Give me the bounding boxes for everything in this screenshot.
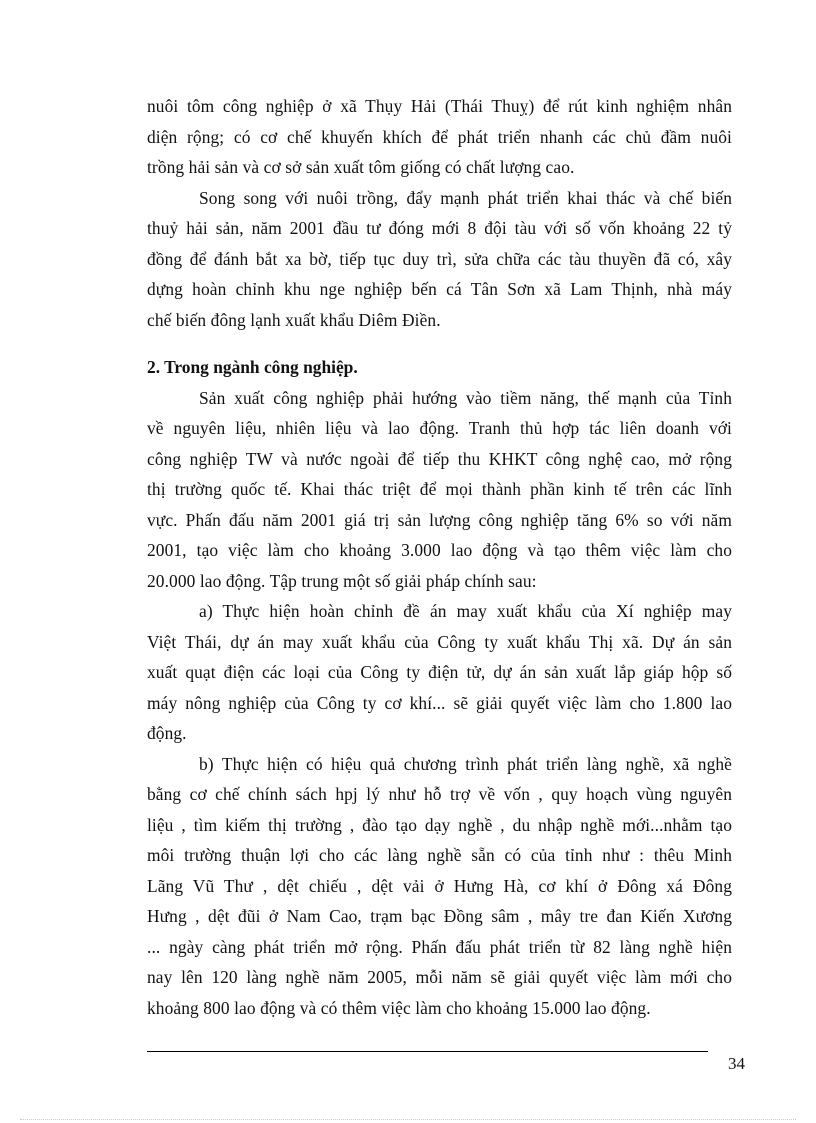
text-line: máy nông nghiệp của Công ty cơ khí... sẽ giải quyết việc làm cho 1.800 lao [147,692,732,713]
text-line: bằng cơ chế chính sách hpj lý như hỗ trợ về vốn , quy hoạch vùng nguyên [147,784,732,804]
text-line: Sản xuất công nghiệp phải hướng vào tiềm năng, thế mạnh của Tỉnh [199,387,732,408]
text-line: đồng để đánh bắt xa bờ, tiếp tục duy trì, sửa chữa các tàu thuyền đã có, xây [147,248,732,269]
text-line: thị trường quốc tế. Khai thác triệt để mọi thành phần kinh tế trên các lĩnh [147,479,732,499]
text-line: thuỷ hải sản, năm 2001 đầu tư đóng mới 8 đội tàu với số vốn khoảng 22 tỷ [147,218,732,238]
text-line: Song song với nuôi trồng, đẩy mạnh phát triển khai thác và chế biến [199,187,732,208]
text-line: Lãng Vũ Thư , dệt chiếu , dệt vải ở Hưng Hà, cơ khí ở Đông xá Đông [147,875,732,896]
text-line: động. [147,723,187,743]
intro-section [147,91,732,335]
text-line: dựng hoàn chỉnh khu nge nghiệp bến cá Tân Sơn xã Lam Thịnh, nhà máy [147,279,732,299]
text-line: nay lên 120 làng nghề năm 2005, mỗi năm sẽ giải quyết việc làm mới cho [147,967,732,987]
text-line: 2001, tạo việc làm cho khoảng 3.000 lao động và tạo thêm việc làm cho [147,540,732,560]
text-line: diện rộng; có cơ chế khuyến khích để phát triển nhanh các chủ đầm nuôi [147,126,732,147]
page-number: 34 [728,1054,745,1073]
paragraph [147,91,732,183]
text-line: khoảng 800 lao động và có thêm việc làm cho khoảng 15.000 lao động. [147,997,651,1018]
text-line: ... ngày càng phát triển mở rộng. Phấn đấu phát triển từ 82 làng nghề hiện [147,936,732,957]
section-gap [147,335,732,352]
text-line: về nguyên liệu, nhiên liệu và lao động. Tranh thủ hợp tác liên doanh với [147,418,732,438]
document-page [147,91,732,1023]
text-line: công nghiệp TW và nước ngoài để tiếp thu KHKT công nghệ cao, mở rộng [147,448,732,469]
text-line: Việt Thái, dự án may xuất khẩu của Công ty xuất khẩu Thị xã. Dự án sản [147,631,732,652]
paragraph [147,183,732,336]
text-line: b) Thực hiện có hiệu quả chương trình phát triển làng nghề, xã nghề [199,753,732,774]
text-line: 20.000 lao động. Tập trung một số giải pháp chính sau: [147,570,537,591]
paragraph [147,749,732,1024]
text-line: a) Thực hiện hoàn chỉnh đề án may xuất khẩu của Xí nghiệp may [199,601,732,621]
section-heading: 2. Trong ngành công nghiệp. [147,357,358,377]
text-line: xuất quạt điện các loại của Công ty điện tử, dự án sản xuất lắp giáp hộp số [147,662,732,682]
paragraph [147,383,732,597]
text-line: Hưng , dệt đũi ở Nam Cao, trạm bạc Đồng sâm , mây tre đan Kiến Xương [147,906,732,926]
page-edge-divider [20,1119,796,1120]
text-line: vực. Phấn đấu năm 2001 giá trị sản lượng công nghiệp tăng 6% so với năm [147,509,732,530]
text-line: môi trường thuận lợi cho các làng nghề sẵn có của tỉnh như : thêu Minh [147,845,732,865]
text-line: chế biến đông lạnh xuất khẩu Diêm Điền. [147,309,441,330]
footer-rule [147,1051,708,1052]
text-line: liệu , tìm kiếm thị trường , đào tạo dạy nghề , du nhập nghề mới...nhằm tạo [147,814,732,835]
text-line: trồng hải sản và cơ sở sản xuất tôm giống có chất lượng cao. [147,157,575,177]
industry-section [147,383,732,1024]
paragraph [147,596,732,749]
text-line: nuôi tôm công nghiệp ở xã Thụy Hải (Thái Thuỵ) để rút kinh nghiệm nhân [147,96,732,116]
